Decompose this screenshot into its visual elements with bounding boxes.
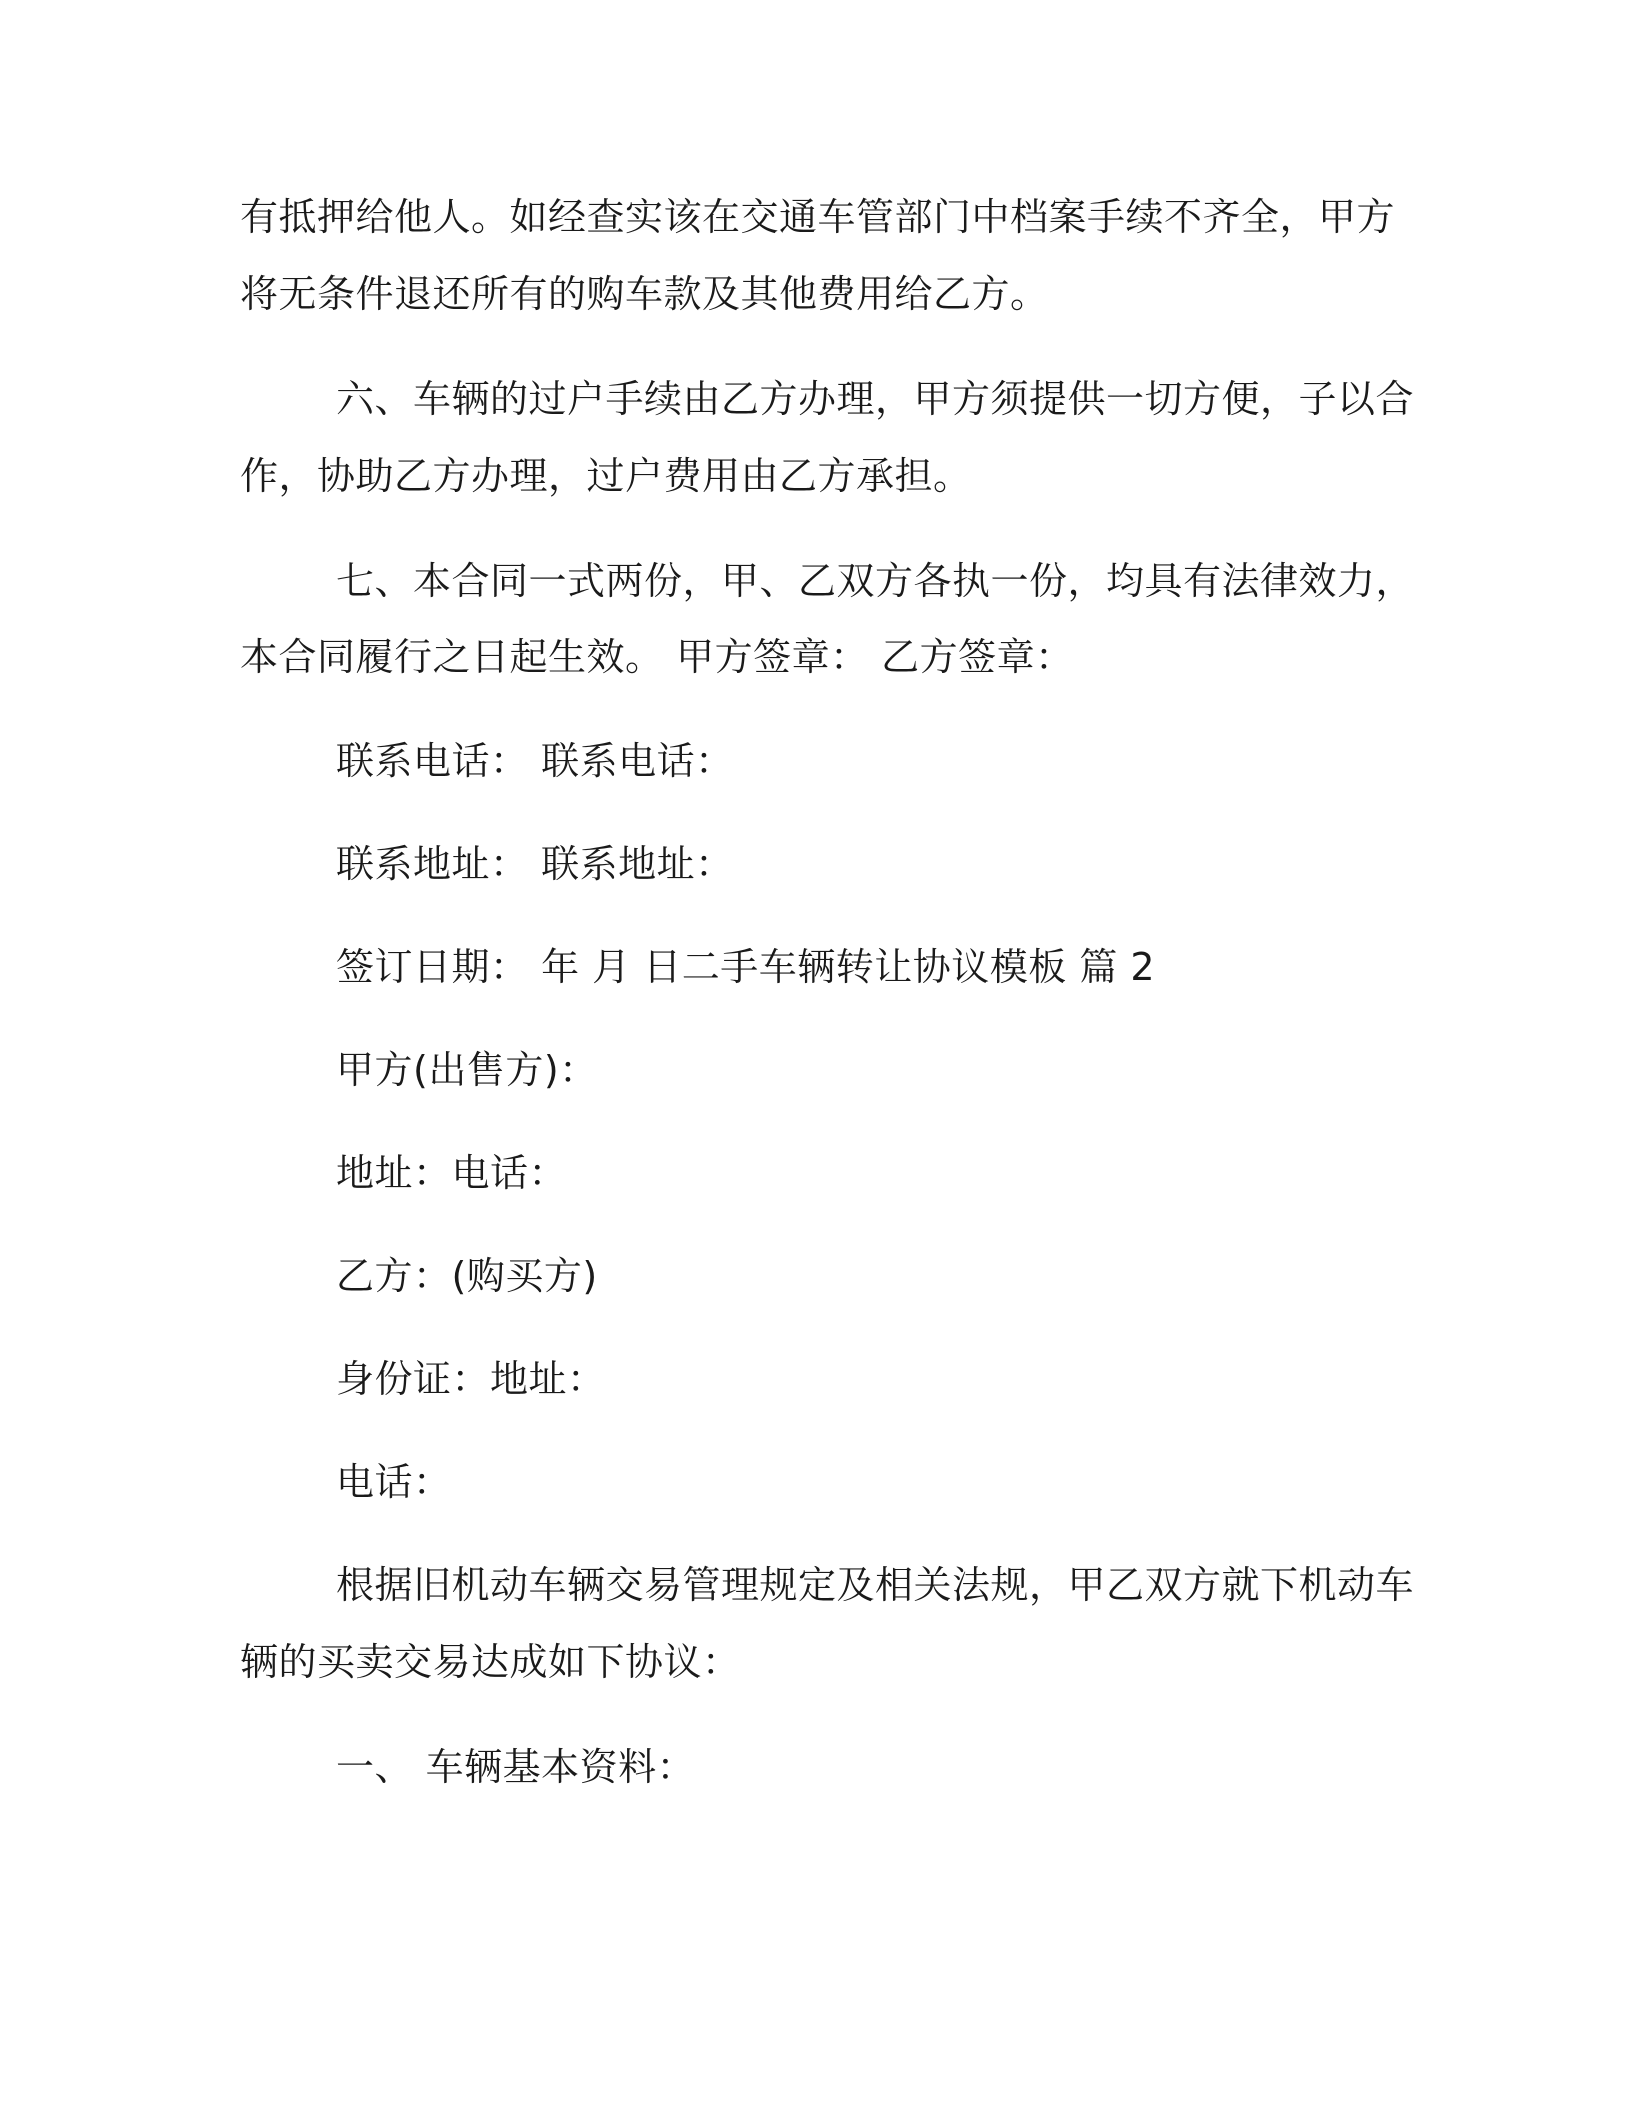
party-a-line: 甲方(出售方)： xyxy=(336,1048,598,1092)
agreement-intro-line-1: 根据旧机动车辆交易管理规定及相关法规，甲乙双方就下机动车 xyxy=(336,1563,1415,1607)
party-b-line: 乙方：(购买方) xyxy=(336,1254,598,1298)
paragraph-5-line-2: 将无条件退还所有的购车款及其他费用给乙方。 xyxy=(240,272,1049,316)
clause-6-line-2: 作，协助乙方办理，过户费用由乙方承担。 xyxy=(240,454,972,498)
section-1-heading: 一、 车辆基本资料： xyxy=(336,1745,696,1789)
clause-7-line-1: 七、本合同一式两份，甲、乙双方各执一份，均具有法律效力， xyxy=(336,559,1415,603)
party-b-id-line: 身份证：地址： xyxy=(336,1357,606,1401)
signing-date-line: 签订日期： 年 月 日二手车辆转让协议模板 篇 2 xyxy=(336,945,1156,989)
contact-address-line: 联系地址： 联系地址： xyxy=(336,842,734,886)
paragraph-5-line-1: 有抵押给他人。如经查实该在交通车管部门中档案手续不齐全，甲方 xyxy=(240,195,1396,239)
clause-7-line-2: 本合同履行之日起生效。 甲方签章： 乙方签章： xyxy=(240,635,1074,679)
clause-6-line-1: 六、车辆的过户手续由乙方办理，甲方须提供一切方便，子以合 xyxy=(336,377,1415,421)
party-a-address-line: 地址：电话： xyxy=(336,1151,568,1195)
contact-phone-line: 联系电话： 联系电话： xyxy=(336,739,734,783)
agreement-intro-line-2: 辆的买卖交易达成如下协议： xyxy=(240,1640,741,1684)
party-b-phone-line: 电话： xyxy=(336,1460,452,1504)
